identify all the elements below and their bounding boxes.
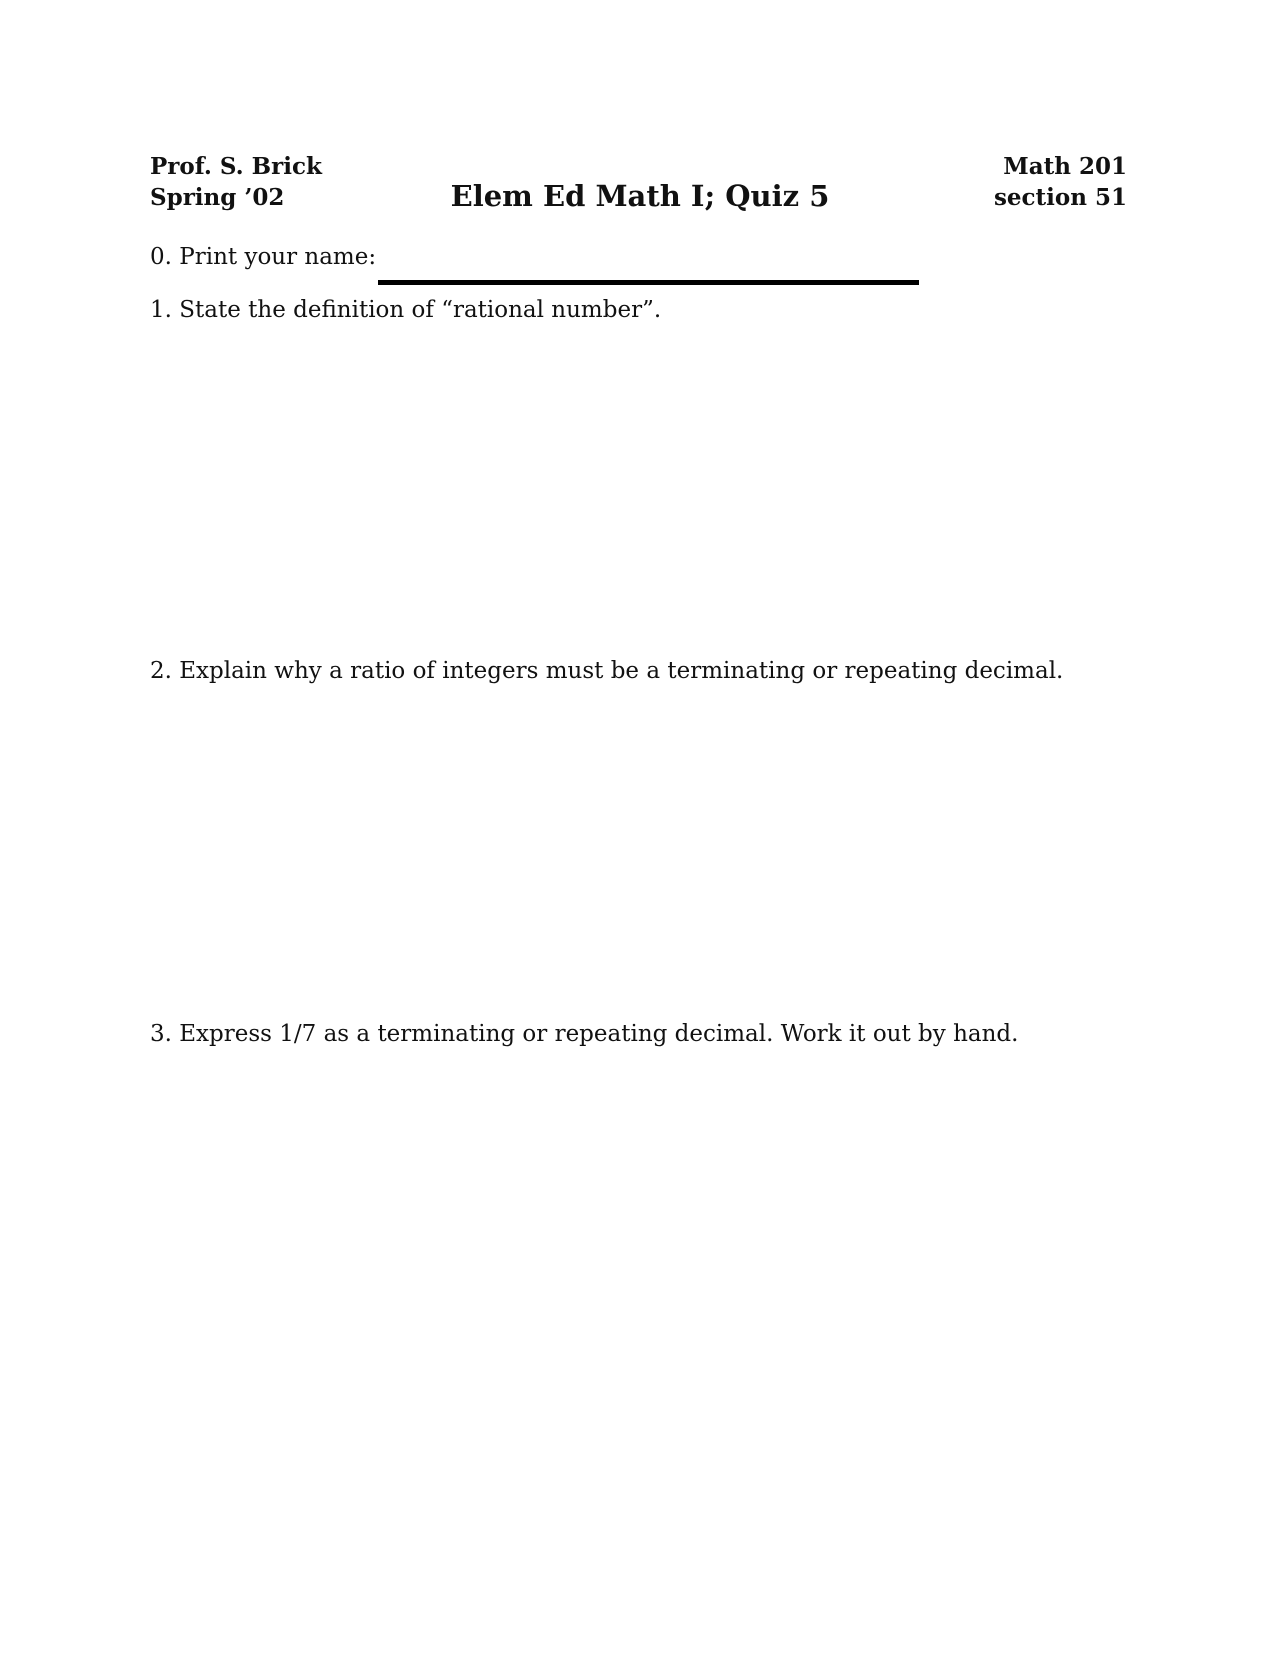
instructor-name: Prof. S. Brick	[150, 153, 322, 180]
term: Spring ’02	[150, 184, 285, 211]
question-2: 2. Explain why a ratio of integers must be a terminating or repeating decimal.	[150, 658, 1064, 684]
name-answer-line	[378, 280, 919, 285]
course-number: Math 201	[1003, 153, 1127, 180]
header-right	[994, 151, 1127, 213]
page-title: Elem Ed Math I; Quiz 5	[450, 179, 830, 213]
question-1: 1. State the definition of “rational number”.	[150, 297, 662, 323]
section-number: section 51	[993, 184, 1127, 211]
question-3: 3. Express 1/7 as a terminating or repeating decimal. Work it out by hand.	[150, 1021, 1019, 1047]
question-0: 0. Print your name:	[150, 244, 377, 270]
